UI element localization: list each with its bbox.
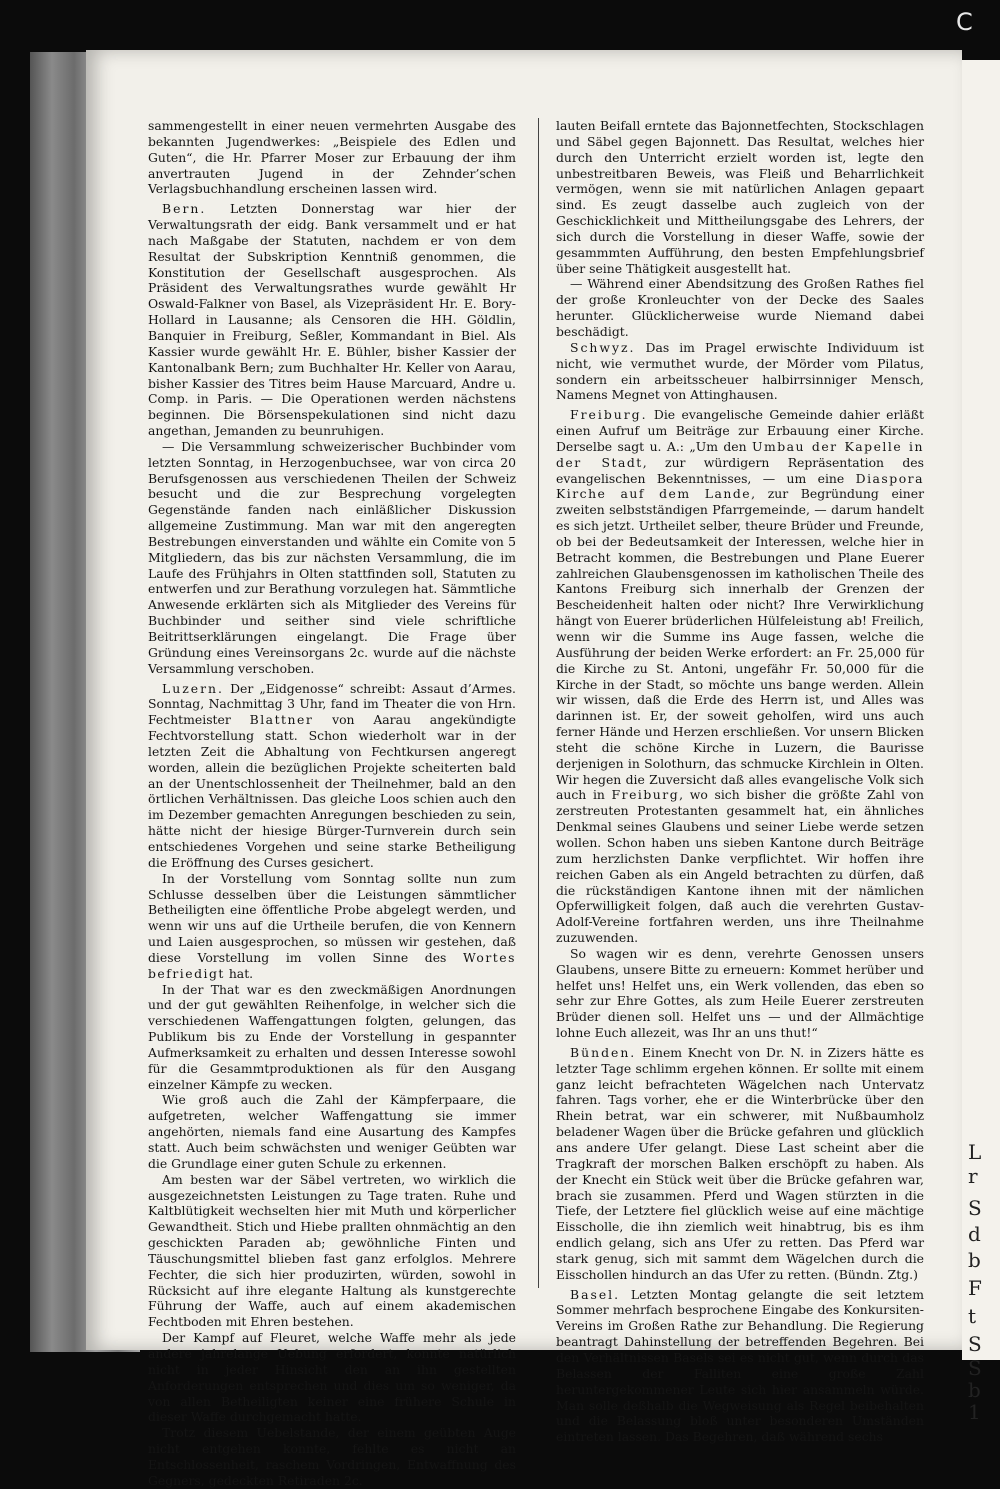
paragraph: sammengestellt in einer neuen vermehrten Ausgabe des bekannten Jugendwerkes: „Beispiele des Edlen und Guten“, die Hr. Pfarrer Moser zur Erbauung der ihm anvertrauten Jugend in der Zehnder’schen Verlagsbuchhandlung erscheinen lassen wird.: [148, 118, 516, 197]
emphasized-name: Blattner: [249, 712, 314, 728]
paragraph: In der That war es den zweckmäßigen Anordnungen und der gut gewählten Reihenfolge, in welcher sich die verschiedenen Waffengattungen folgten, gelungen, das Publikum bis zu Ende der Vorstellung in gespannter Aufmerksamkeit zu erhalten und dessen Interesse sowohl für die Gesammtproduktionen als für den Ausgang einzelner Kämpfe zu wecken.: [148, 981, 516, 1092]
margin-char: S: [968, 1196, 982, 1220]
article-basel: [556, 1287, 924, 1445]
emphasized-text: Diaspora Kirche auf dem Lande: [556, 470, 924, 502]
article-text: Letzten Montag gelangte die seit letztem Sommer mehrfach besprochene Eingabe des Konkursiten-Vereins im Großen Rathe zur Behandlung. Die Regierung beantragt Dahinstellung der betreffenden Begehren. Bei den Verhältnissen Basels sei es nicht gut, wenn durch das Belassen der Falliten eine große Zahl heruntergekommener Leute sich hier ansammeln würde. Man solle deßhalb die Wegweisung als Regel beibehalten und die Belassung bloß unter besonderen Umständen eintreten lassen. Das Begehren, daß während sechs: [556, 1286, 924, 1445]
margin-char: 1: [968, 1400, 981, 1424]
article-schwyz: [556, 340, 924, 403]
paragraph: Trotz diesem Uebelstande, der einem geübten Auge nicht entgehen konnte, fehlte es nicht an Entschlossenheit, raschem Vordringen, Entwaffnung des Gegners, gedeckten Retiraden 2c.: [148, 1425, 516, 1488]
article-text: , wo sich bisher die größte Zahl von zerstreuten Protestanten gesammelt hat, ein ähnliches Denkmal seines Glaubens und seiner Liebe werde setzen wollen. Schon haben uns sieben Kantone durch Beiträge zum herzlichsten Danke verpflichtet. Wir hoffen ihre reichen Gaben als ein Angeld betrachten zu dürfen, daß die rückständigen Kantone ihnen mit der nämlichen Opferwilligkeit folgen, daß auch die verehrten Gustav-Adolf-Vereine fortfahren werden, uns ihre Theilnahme zuzuwenden.: [556, 787, 924, 946]
paragraph: Am besten war der Säbel vertreten, wo wirklich die ausgezeichnetsten Leistungen zu Tage traten. Ruhe und Kaltblütigkeit wechselten hier mit Muth und körperlicher Gewandtheit. Stich und Hiebe prallten ohnmächtig an den geschickten Paraden ab; gewöhnliche Finten und Täuschungsmittel blieben fast ganz erfolglos. Mehrere Fechter, die sich hier produzirten, würden, sowohl in Rücksicht auf ihre elegante Haltung als kunstgerechte Führung der Waffe, auch auf einem akademischen Fechtboden mit Ehren bestehen.: [148, 1171, 516, 1330]
paragraph: [148, 871, 516, 982]
place-heading: Bern.: [162, 201, 207, 217]
place-heading: Basel.: [570, 1286, 621, 1302]
margin-char: r: [968, 1164, 978, 1188]
article-luzern: [148, 681, 516, 871]
place-heading: Luzern.: [162, 680, 224, 696]
paragraph: — Die Versammlung schweizerischer Buchbinder vom letzten Sonntag, in Herzogenbuchsee, war von circa 20 Berufsgenossen aus verschiedenen Theilen der Schweiz besucht und die zur Besprechung vorgelegten Gegenstände fanden nach einläßlicher Diskussion allgemeine Zustimmung. Man war mit den angeregten Bestrebungen einverstanden und wählte ein Comite von 5 Mitgliedern, das bis zur nächsten Versammlung, die im Laufe des Frühjahrs in Olten stattfinden soll, Statuten zu entwerfen und zur Berathung vorzulegen hat. Sämmtliche Anwesende erklärten sich als Mitglieder des Vereins für Buchbinder und seither sind viele schriftliche Beitrittserklärungen eingelangt. Die Frage über Gründung eines Vereinsorgans 2c. wurde auf die nächste Versammlung verschoben.: [148, 438, 516, 676]
margin-char: d: [968, 1222, 981, 1246]
place-heading: Bünden.: [570, 1044, 637, 1060]
emphasized-text: Freiburg: [611, 787, 680, 803]
corner-mark: C: [956, 8, 973, 36]
article-text: von Aarau angekündigte Fechtvorstellung statt. Schon wiederholt war in der letzten Zeit die Abhaltung von Fechtkursen angeregt worden, allein die bezüglichen Projekte scheiterten bald an der Unentschlossenheit der Theilnehmer, bald an den örtlichen Verhältnissen. Das gleiche Loos schien auch den im Dezember gemachten Anregungen beschieden zu sein, hätte nicht der hiesige Bürger-Turnverein durch sein entschiedenes Vorgehen und seine starke Betheiligung die Eröffnung des Curses gesichert.: [148, 712, 516, 870]
article-text: Letzten Donnerstag war hier der Verwaltungsrath der eidg. Bank versammelt und er hat nach Maßgabe der Statuten, nachdem er von dem Resultat der Subskription Kenntniß genommen, die Konstitution der Gesellschaft ausgesprochen. Als Präsident des Verwaltungsrathes wurde gewählt Hr Oswald-Falkner von Basel, als Vizepräsident Hr. E. Bory-Hollard in Lausanne; als Censoren die HH. Göldlin, Banquier in Freiburg, Seßler, Kommandant in Biel. Als Kassier wurde gewählt Hr. E. Bühler, bisher Kassier der Kantonalbank Bern; zum Buchhalter Hr. Keller von Aarau, bisher Kassier des Titres beim Hause Marcuard, Andre u. Comp. in Paris. — Die Operationen werden nächstens beginnen. Die Börsenspekulationen sind nicht dazu angethan, Jemanden zu beunruhigen.: [148, 201, 516, 439]
article-text: Der „Eidgenosse“ schreibt: Assaut d’Armes. Sonntag, Nachmittag 3 Uhr, fand im Theater die von Hrn. Fechtmeister: [148, 680, 516, 728]
paragraph: Der Kampf auf Fleuret, welche Waffe mehr als jede andere jahrelange Uebung erfordert, konnte natürlich nicht in jeder Hinsicht den an ihn gestellten Anforderungen entsprechen und dies um so weniger, da von allen Betheiligten keiner eine frühere Schule in dieser Waffe durchgemacht hatte.: [148, 1330, 516, 1425]
left-column: [148, 118, 516, 1489]
article-text: , zur Begründung einer zweiten selbstständigen Pfarrgemeinde, — darum handelt es sich jetzt. Urtheilet selber, theure Brüder und Freunde, ob bei der Bedeutsamkeit der Interessen, welche hier in Betracht kommen, die Bestrebungen und Plane Euerer zahlreichen Glaubensgenossen im katholischen Theile des Kantons Freiburg sich innerhalb der Grenzen der Bescheidenheit halten oder nicht? Ihre Verwirklichung hängt von Euerer brüderlichen Hülfeleistung ab! Freilich, wenn wir die Summe ins Auge fassen, welche die Ausführung der beiden Werke erfordert: an Fr. 25,000 für die Kirche zu St. Antoni, ungefähr Fr. 50,000 für die Kirche in der Stadt, so möchte uns bange werden. Allein wir wissen, daß die Erde des Herrn ist, und Alles was darinnen ist. Er, der soweit geholfen, wird uns auch ferner Hände und Herzen erschließen. Vor unsern Blicken steht die schöne Kirche in Luzern, die Baurisse derjenigen in Solothurn, das schmucke Kirchlein in Olten. Wir hegen die Zuversicht daß alles evangelische Volk sich auch in: [556, 486, 924, 803]
margin-char: b: [968, 1248, 981, 1272]
emphasized-text: Umbau der Kapelle in der Stadt: [556, 438, 924, 470]
paragraph: lauten Beifall erntete das Bajonnetfechten, Stockschlagen und Säbel gegen Bajonnett. Das Resultat, welches hier durch den Unterricht erzielt worden ist, legte den unbestreitbaren Beweis, was Fleiß und Beharrlichkeit vermögen, wenn sie mit natürlichen Anlagen gepaart sind. Es zeugt dasselbe auch zugleich von der Geschicklichkeit und Mittheilungsgabe des Lehrers, der sich durch die Vorstellung in dieser Waffe, sowie der gesammmten Aufführung, den besten Empfehlungsbrief über seine Thätigkeit ausgestellt hat.: [556, 118, 924, 276]
paragraph: Wie groß auch die Zahl der Kämpferpaare, die aufgetreten, welcher Waffengattung sie immer angehörten, niemals fand eine Ausartung des Kampfes statt. Auch beim schwächsten und weniger Geübten war die Grundlage einer guten Schule zu erkennen.: [148, 1092, 516, 1171]
margin-char: L: [968, 1140, 982, 1164]
article-bern: [148, 201, 516, 439]
article-buenden: [556, 1045, 924, 1283]
adjacent-page-edge: [962, 60, 1000, 1424]
right-column: [556, 118, 924, 1445]
article-text: Die evangelische Gemeinde dahier erläßt einen Aufruf um Beiträge zur Erbauung einer Kirche. Derselbe sagt u. A.: „Um den: [556, 407, 924, 454]
paragraph-text: hat.: [228, 965, 254, 981]
article-text: Das im Pragel erwischte Individuum ist nicht, wie vermuthet wurde, der Mörder vom Pilatus, sondern ein arbeitsscheuer halbirrsinniger Mensch, Namens Megnet von Attinghausen.: [556, 339, 924, 403]
column-divider: [538, 118, 539, 1288]
emphasized-text: Wortes befriedigt: [148, 949, 516, 981]
article-freiburg: [556, 407, 924, 946]
paragraph: — Während einer Abendsitzung des Großen Rathes fiel der große Kronleuchter von der Decke des Saales herunter. Glücklicherweise wurde Niemand dabei beschädigt.: [556, 276, 924, 339]
source-citation: (Bündn. Ztg.): [833, 1266, 918, 1282]
place-heading: Schwyz.: [570, 339, 636, 355]
margin-char: t: [968, 1304, 977, 1328]
paragraph: So wagen wir es denn, verehrte Genossen unsers Glaubens, unsere Bitte zu erneuern: Kommet herüber und helfet uns! Helfet uns, ein Werk vollenden, das eben so sehr zur Ehre Gottes, als zum Heile Euerer zerstreuten Brüder dienen soll. Helfet uns — und der Allmächtige lohne Euch allezeit, was Ihr an uns thut!“: [556, 945, 924, 1041]
place-heading: Freiburg.: [570, 407, 648, 423]
margin-char: F: [968, 1276, 982, 1300]
margin-char: S: [968, 1332, 982, 1356]
article-text: , zur würdigern Repräsentation des evangelischen Bekenntnisses, — um eine: [556, 454, 924, 486]
paragraph-text: In der Vorstellung vom Sonntag sollte nun zum Schlusse desselben über die Leistungen sämmtlicher Betheiligten eine öffentliche Probe abgelegt werden, und wenn wir uns auf die Urtheile berufen, die von Kennern und Laien ausgesprochen, so müssen wir gestehen, daß diese Vorstellung im vollen Sinne des: [148, 870, 516, 965]
margin-char: S: [968, 1356, 982, 1380]
article-text: Einem Knecht von Dr. N. in Zizers hätte es letzter Tage schlimm ergehen können. Er sollte mit einem ganz leicht befrachteten Wägelchen nach Untervatz fahren. Tags vorher, ehe er die Winterbrücke über den Rhein betrat, war ein schwerer, mit Nußbaumholz beladener Wagen über die Brücke gefahren und glücklich ans andere Ufer gelangt. Diese Last scheint aber die Tragkraft der morschen Balken erschöpft zu haben. Als der Knecht ein Stück weit über die Brücke gefahren war, brach sie zusammen. Pferd und Wagen stürzten in die Tiefe, der Letztere fiel glücklich weise auf eine mächtige Eisscholle, die ihn ziemlich weit hinabtrug, bis es ihm endlich gelang, sich ans Ufer zu retten. Das Pferd war stark genug, sich mit sammt dem Wägelchen durch die Eisschollen hindurch an das Ufer zu retten.: [556, 1044, 924, 1282]
margin-char: b: [968, 1378, 981, 1402]
